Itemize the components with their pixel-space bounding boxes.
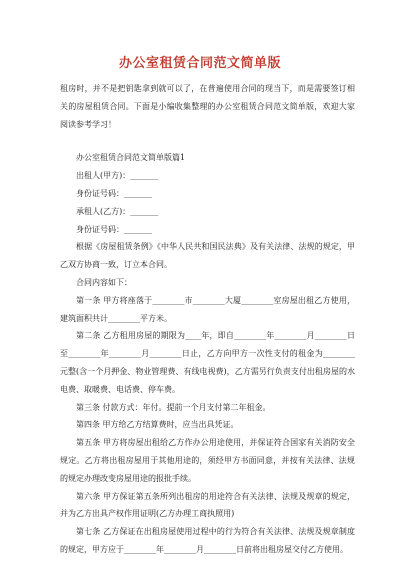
article-3: 第三条 付款方式：年付。提前一个月支付第二年租金。 — [76, 402, 271, 412]
article-4: 第四条 甲方给乙方结算费时，应当出具凭证。 — [76, 420, 239, 430]
contract-subtitle: 办公室租赁合同范文简单版篇1 — [76, 153, 186, 163]
article-2: 第二条 乙方租用房屋的期限为____年，即自________年________月________日至________年________月________日止，乙方向甲方一次性支付的租金为________元整(含一个月押金、物业管理费、有线电视费)，乙方需另行负责支付出租房屋的水电费、取暖费、电话费、停车费。 — [60, 331, 355, 394]
document-body — [60, 80, 355, 559]
lessor-id-line: 身份证号码：_______ — [76, 188, 152, 198]
paragraph-gap — [60, 133, 355, 141]
lessee-line: 承租人(乙方)：_______ — [76, 206, 159, 216]
contract-intro-line: 合同内容如下： — [76, 277, 132, 287]
paragraph-gap — [60, 141, 355, 149]
article-6: 第六条 甲方保证第五条所列出租房的用途符合有关法律、法规及规章的规定，并为乙方出具产权作用证明(乙方办理工商执照用) — [60, 491, 355, 519]
intro-paragraph: 租房时，并不是把钥匙拿到就可以了，在普遍使用合同的现当下，而是需要签订相关的房屋租赁合同。下面是小编收集整理的办公室租赁合同范文简单版，欢迎大家阅读参考学习！ — [60, 84, 355, 129]
lessor-line: 出租人(甲方)：_______ — [76, 171, 159, 181]
article-7: 第七条 乙方保证在出租房屋使用过程中的行为符合有关法律、法规及规章制度的规定，甲方应于________年________月________日前将出租房屋交付乙方使用。 — [60, 527, 355, 554]
legal-basis-paragraph: 根据《房屋租赁条例》《中华人民共和国民法典》及有关法律、法规的规定，甲乙双方协商一致，订立本合同。 — [60, 242, 355, 270]
document-title: 办公室租赁合同范文简单版 — [118, 56, 281, 71]
lessee-id-line: 身份证号码：_______ — [76, 224, 152, 234]
article-1: 第一条 甲方将座落于________市________大厦________室房屋出租乙方使用，建筑面积共计________平方米。 — [60, 295, 355, 323]
article-5: 第五条 甲方将房屋出租给乙方作办公用途使用，并保证符合国家有关消防安全规定。乙方将出租房屋用于其他用途的，须经甲方书面同意，并按有关法律、法规的规定办理改变房屋用途的报批手续。 — [60, 438, 355, 483]
